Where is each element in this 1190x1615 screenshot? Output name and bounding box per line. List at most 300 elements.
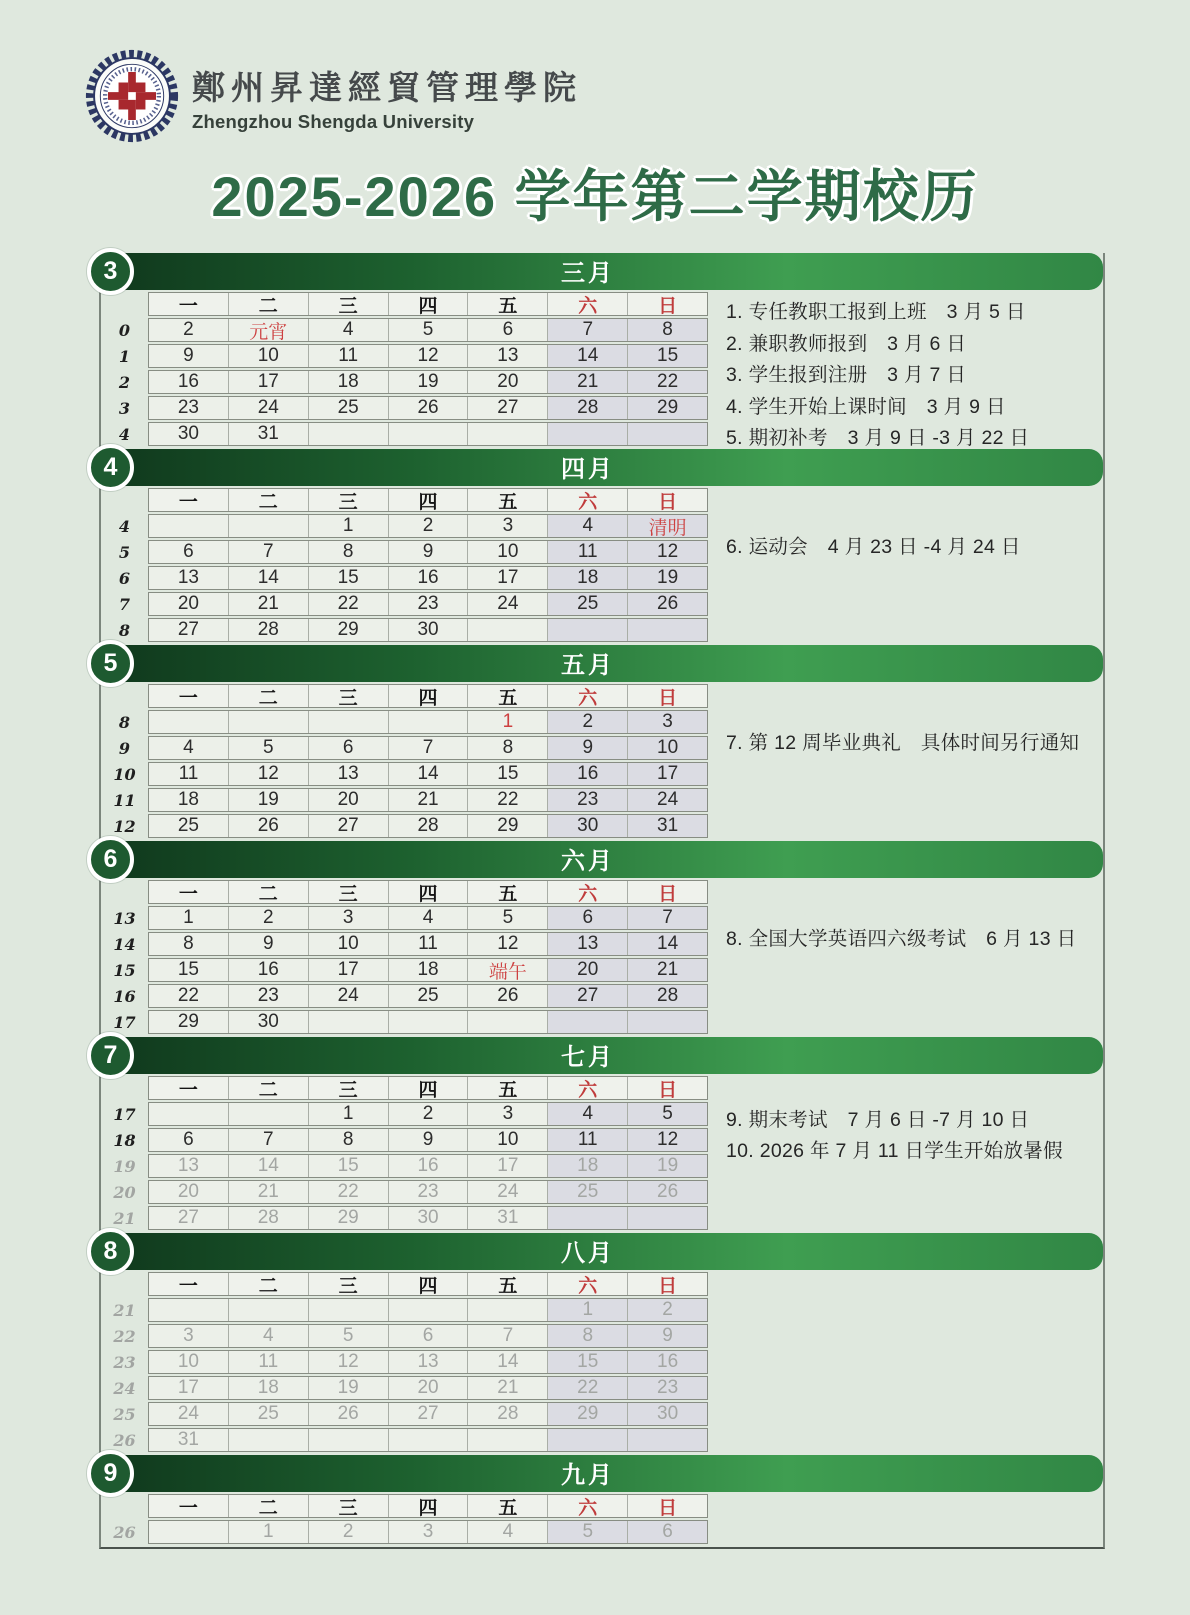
weekday-header-cell: 六 — [547, 881, 627, 903]
day-cell: 4 — [308, 319, 388, 341]
day-cell — [547, 1011, 627, 1033]
day-cell: 31 — [177, 1429, 199, 1450]
month-header-bar — [103, 1037, 1103, 1074]
day-cell: 18 — [308, 371, 388, 393]
day-cell — [547, 1207, 627, 1229]
day-cell: 3 — [627, 711, 707, 733]
month-name-label: 七月 — [561, 1043, 615, 1071]
day-cell: 23 — [177, 397, 199, 418]
day-cell: 26 — [228, 815, 308, 837]
day-cell: 23 — [627, 1377, 707, 1399]
day-cell: 13 — [547, 933, 627, 955]
day-cell: 31 — [627, 815, 707, 837]
day-cell: 18 — [228, 1377, 308, 1399]
day-cell — [627, 423, 707, 445]
week-number-spacer — [101, 684, 148, 708]
week-number: 25 — [113, 1404, 136, 1424]
month-body — [101, 290, 1103, 448]
week-number: 9 — [118, 738, 131, 758]
day-cell: 30 — [228, 1011, 308, 1033]
calendar-grid — [148, 1494, 708, 1546]
day-cell: 30 — [627, 1403, 707, 1425]
weekday-header-cell: 五 — [467, 881, 547, 903]
month-number-badge: 4 — [87, 444, 134, 491]
month-header-bar — [103, 1455, 1103, 1492]
day-cell: 21 — [467, 1377, 547, 1399]
day-cell: 1 — [228, 1521, 308, 1543]
day-cell: 24 — [467, 593, 547, 615]
day-cell: 12 — [627, 541, 707, 563]
weekday-header-cell: 日 — [627, 293, 707, 315]
day-cell: 8 — [183, 933, 194, 954]
day-cell — [627, 1429, 707, 1451]
note-line: 4. 学生开始上课时间 3 月 9 日 — [726, 395, 1006, 418]
weekday-header-cell: 四 — [388, 1273, 468, 1295]
week-number: 23 — [113, 1352, 136, 1372]
calendar-week-row — [148, 1206, 708, 1230]
month-name-label: 六月 — [561, 847, 615, 875]
day-cell: 18 — [177, 789, 199, 810]
day-cell: 2 — [627, 1299, 707, 1321]
day-cell: 13 — [177, 567, 199, 588]
day-cell: 11 — [308, 345, 388, 367]
month-block-8 — [101, 1233, 1103, 1454]
day-cell: 8 — [308, 541, 388, 563]
month-notes — [726, 1076, 1095, 1232]
day-cell: 17 — [177, 1377, 199, 1398]
day-cell: 21 — [228, 593, 308, 615]
day-cell: 22 — [308, 593, 388, 615]
weekday-header-cell: 四 — [388, 881, 468, 903]
day-cell: 31 — [228, 423, 308, 445]
day-cell: 20 — [547, 959, 627, 981]
day-cell — [627, 1207, 707, 1229]
day-cell: 9 — [388, 541, 468, 563]
calendar-week-row — [148, 540, 708, 564]
day-cell: 10 — [228, 345, 308, 367]
calendar-week-row — [148, 762, 708, 786]
day-cell: 24 — [308, 985, 388, 1007]
day-cell: 28 — [388, 815, 468, 837]
week-number-column — [101, 1272, 148, 1454]
calendar-week-row — [148, 344, 708, 368]
weekday-header-cell: 二 — [228, 293, 308, 315]
calendar-week-row — [148, 396, 708, 420]
weekday-header-cell: 六 — [547, 1495, 627, 1517]
weekday-header-row — [148, 684, 708, 708]
month-header-bar — [103, 841, 1103, 878]
month-notes — [726, 488, 1095, 644]
week-number: 26 — [113, 1430, 136, 1450]
calendar-week-row — [148, 514, 708, 538]
day-cell: 21 — [627, 959, 707, 981]
day-cell: 17 — [467, 1155, 547, 1177]
day-cell: 清明 — [627, 515, 707, 537]
weekday-header-cell: 三 — [308, 1495, 388, 1517]
calendar-week-row — [148, 1154, 708, 1178]
day-cell: 10 — [177, 1351, 199, 1372]
calendar-week-row — [148, 788, 708, 812]
day-cell — [388, 1011, 468, 1033]
day-cell: 13 — [308, 763, 388, 785]
week-number: 15 — [113, 960, 136, 980]
weekday-header-cell: 二 — [228, 685, 308, 707]
day-cell: 23 — [388, 593, 468, 615]
week-number: 16 — [113, 986, 136, 1006]
day-cell: 15 — [177, 959, 199, 980]
day-cell: 4 — [467, 1521, 547, 1543]
day-cell: 25 — [228, 1403, 308, 1425]
day-cell: 8 — [308, 1129, 388, 1151]
day-cell: 6 — [547, 907, 627, 929]
day-cell: 14 — [228, 1155, 308, 1177]
day-cell: 29 — [177, 1011, 199, 1032]
day-cell: 1 — [467, 711, 547, 733]
weekday-header-cell: 五 — [467, 1495, 547, 1517]
day-cell: 20 — [308, 789, 388, 811]
weekday-header-cell: 三 — [308, 685, 388, 707]
week-number: 13 — [113, 908, 136, 928]
week-number: 17 — [113, 1012, 136, 1032]
week-number: 18 — [113, 1130, 136, 1150]
week-number-column — [101, 1494, 148, 1546]
month-block-5 — [101, 645, 1103, 840]
day-cell: 7 — [467, 1325, 547, 1347]
day-cell: 26 — [627, 1181, 707, 1203]
note-line: 10. 2026 年 7 月 11 日学生开始放暑假 — [726, 1140, 1063, 1162]
day-cell: 28 — [228, 619, 308, 641]
month-block-7 — [101, 1037, 1103, 1232]
week-number-column — [101, 292, 148, 448]
day-cell: 7 — [547, 319, 627, 341]
day-cell: 25 — [308, 397, 388, 419]
day-cell: 27 — [308, 815, 388, 837]
calendar-week-row — [148, 318, 708, 342]
day-cell: 14 — [547, 345, 627, 367]
week-number-column — [101, 488, 148, 644]
calendar-grid — [148, 488, 708, 644]
month-notes — [726, 684, 1095, 840]
note-line: 3. 学生报到注册 3 月 7 日 — [726, 364, 967, 386]
day-cell: 8 — [627, 319, 707, 341]
day-cell: 30 — [388, 619, 468, 641]
weekday-header-cell: 日 — [627, 1495, 707, 1517]
day-cell: 1 — [547, 1299, 627, 1321]
calendar-week-row — [148, 736, 708, 760]
day-cell: 13 — [177, 1155, 199, 1176]
day-cell: 22 — [547, 1377, 627, 1399]
month-body — [101, 1270, 1103, 1454]
weekday-header-cell: 一 — [149, 881, 228, 903]
week-number: 10 — [113, 764, 136, 784]
weekday-header-cell: 一 — [149, 293, 228, 315]
week-number-spacer — [101, 292, 148, 316]
day-cell: 24 — [467, 1181, 547, 1203]
month-number-badge: 5 — [87, 640, 134, 687]
day-cell: 2 — [388, 515, 468, 537]
day-cell: 14 — [228, 567, 308, 589]
day-cell: 11 — [178, 763, 199, 784]
week-number: 5 — [118, 542, 131, 562]
calendar-week-row — [148, 1520, 708, 1544]
weekday-header-cell: 五 — [467, 1077, 547, 1099]
day-cell: 25 — [547, 593, 627, 615]
day-cell: 12 — [388, 345, 468, 367]
weekday-header-cell: 一 — [149, 1077, 228, 1099]
calendar-week-row — [148, 906, 708, 930]
day-cell — [467, 619, 547, 641]
day-cell: 2 — [547, 711, 627, 733]
day-cell: 23 — [228, 985, 308, 1007]
weekday-header-cell: 五 — [467, 1273, 547, 1295]
day-cell: 3 — [388, 1521, 468, 1543]
day-cell: 16 — [627, 1351, 707, 1373]
note-line: 1. 专任教职工报到上班 3 月 5 日 — [726, 301, 1026, 323]
weekday-header-row — [148, 880, 708, 904]
day-cell: 16 — [388, 1155, 468, 1177]
month-name-label: 九月 — [561, 1461, 615, 1489]
day-cell: 27 — [177, 1207, 199, 1228]
day-cell — [149, 1299, 228, 1321]
week-number: 12 — [113, 816, 136, 836]
weekday-header-cell: 六 — [547, 489, 627, 511]
day-cell: 11 — [547, 541, 627, 563]
calendar-week-row — [148, 1102, 708, 1126]
day-cell: 4 — [547, 515, 627, 537]
month-name-label: 三月 — [561, 259, 615, 287]
week-number: 24 — [113, 1378, 136, 1398]
day-cell — [228, 1429, 308, 1451]
day-cell — [149, 1521, 228, 1543]
day-cell: 22 — [467, 789, 547, 811]
calendar-grid — [148, 880, 708, 1036]
week-number: 2 — [118, 372, 131, 392]
day-cell: 30 — [547, 815, 627, 837]
weekday-header-cell: 日 — [627, 685, 707, 707]
calendar-grid — [148, 292, 708, 448]
week-number-spacer — [101, 1272, 148, 1296]
calendar-week-row — [148, 1402, 708, 1426]
university-name-block — [192, 48, 582, 133]
day-cell: 27 — [177, 619, 199, 640]
day-cell: 20 — [467, 371, 547, 393]
day-cell: 27 — [388, 1403, 468, 1425]
calendar-week-row — [148, 1324, 708, 1348]
day-cell: 21 — [388, 789, 468, 811]
day-cell: 23 — [547, 789, 627, 811]
university-header — [84, 48, 582, 144]
weekday-header-cell: 日 — [627, 1273, 707, 1295]
day-cell — [308, 1299, 388, 1321]
day-cell — [467, 423, 547, 445]
day-cell: 16 — [228, 959, 308, 981]
day-cell: 15 — [308, 567, 388, 589]
weekday-header-cell: 二 — [228, 1077, 308, 1099]
day-cell: 5 — [388, 319, 468, 341]
day-cell: 8 — [547, 1325, 627, 1347]
day-cell: 28 — [547, 397, 627, 419]
note-line: 6. 运动会 4 月 23 日 -4 月 24 日 — [726, 536, 1021, 559]
day-cell: 23 — [388, 1181, 468, 1203]
day-cell: 5 — [467, 907, 547, 929]
weekday-header-cell: 三 — [308, 1273, 388, 1295]
calendar-week-row — [148, 710, 708, 734]
week-number-column — [101, 684, 148, 840]
day-cell: 13 — [388, 1351, 468, 1373]
weekday-header-row — [148, 1494, 708, 1518]
month-body — [101, 1492, 1103, 1546]
calendar-week-row — [148, 932, 708, 956]
weekday-header-cell: 六 — [547, 293, 627, 315]
day-cell: 19 — [308, 1377, 388, 1399]
day-cell: 3 — [467, 1103, 547, 1125]
month-notes — [726, 292, 1095, 448]
calendar-week-row — [148, 1180, 708, 1204]
university-name-en: Zhengzhou Shengda University — [192, 111, 475, 132]
month-number-badge: 3 — [87, 248, 134, 295]
week-number: 8 — [118, 712, 131, 732]
month-header-bar — [103, 1233, 1103, 1270]
weekday-header-cell: 日 — [627, 1077, 707, 1099]
day-cell: 22 — [627, 371, 707, 393]
day-cell: 29 — [308, 619, 388, 641]
day-cell — [388, 1299, 468, 1321]
day-cell: 元宵 — [228, 319, 308, 341]
week-number: 4 — [118, 424, 131, 444]
day-cell: 15 — [308, 1155, 388, 1177]
week-number: 19 — [113, 1156, 136, 1176]
weekday-header-cell: 四 — [388, 1495, 468, 1517]
day-cell — [467, 1299, 547, 1321]
day-cell: 28 — [228, 1207, 308, 1229]
day-cell: 19 — [228, 789, 308, 811]
day-cell — [467, 1429, 547, 1451]
month-number-badge: 7 — [87, 1032, 134, 1079]
month-body — [101, 878, 1103, 1036]
month-notes — [726, 880, 1095, 1036]
weekday-header-row — [148, 292, 708, 316]
week-number: 21 — [113, 1300, 136, 1320]
calendar-week-row — [148, 1350, 708, 1374]
day-cell: 22 — [308, 1181, 388, 1203]
week-number-spacer — [101, 488, 148, 512]
day-cell: 6 — [627, 1521, 707, 1543]
calendar-week-row — [148, 984, 708, 1008]
weekday-header-cell: 二 — [228, 1495, 308, 1517]
week-number: 26 — [113, 1522, 136, 1542]
calendar-week-row — [148, 1298, 708, 1322]
calendar-week-row — [148, 1376, 708, 1400]
day-cell: 12 — [627, 1129, 707, 1151]
week-number: 7 — [118, 594, 131, 614]
page-title: 2025-2026 学年第二学期校历 — [211, 165, 979, 228]
day-cell: 21 — [228, 1181, 308, 1203]
month-block-4 — [101, 449, 1103, 644]
month-number-badge: 9 — [87, 1450, 134, 1497]
day-cell: 端午 — [467, 959, 547, 981]
day-cell — [547, 1429, 627, 1451]
day-cell: 18 — [547, 1155, 627, 1177]
note-line: 2. 兼职教师报到 3 月 6 日 — [726, 332, 967, 355]
day-cell: 4 — [388, 907, 468, 929]
day-cell: 9 — [388, 1129, 468, 1151]
month-body — [101, 486, 1103, 644]
day-cell — [388, 1429, 468, 1451]
day-cell: 5 — [627, 1103, 707, 1125]
month-body — [101, 682, 1103, 840]
day-cell — [149, 1103, 228, 1125]
day-cell: 27 — [467, 397, 547, 419]
week-number-spacer — [101, 880, 148, 904]
day-cell: 4 — [228, 1325, 308, 1347]
weekday-header-cell: 三 — [308, 1077, 388, 1099]
day-cell: 11 — [547, 1129, 627, 1151]
university-seal-icon — [84, 48, 180, 144]
day-cell: 6 — [308, 737, 388, 759]
day-cell: 6 — [183, 541, 194, 562]
day-cell: 17 — [627, 763, 707, 785]
day-cell: 9 — [627, 1325, 707, 1347]
day-cell: 30 — [388, 1207, 468, 1229]
day-cell: 12 — [308, 1351, 388, 1373]
day-cell: 15 — [627, 345, 707, 367]
week-number: 4 — [118, 516, 131, 536]
day-cell: 17 — [228, 371, 308, 393]
week-number: 1 — [118, 346, 131, 366]
day-cell: 17 — [308, 959, 388, 981]
day-cell: 15 — [547, 1351, 627, 1373]
weekday-header-row — [148, 1076, 708, 1100]
calendar-week-row — [148, 1428, 708, 1452]
weekday-header-cell: 六 — [547, 1077, 627, 1099]
day-cell: 29 — [308, 1207, 388, 1229]
calendar-grid — [148, 1076, 708, 1232]
day-cell — [627, 619, 707, 641]
day-cell: 9 — [183, 345, 194, 366]
day-cell: 13 — [467, 345, 547, 367]
day-cell: 22 — [177, 985, 199, 1006]
day-cell: 7 — [388, 737, 468, 759]
month-header-bar — [103, 645, 1103, 682]
day-cell: 29 — [547, 1403, 627, 1425]
week-number: 21 — [113, 1208, 136, 1228]
month-notes — [726, 1272, 1095, 1454]
day-cell: 26 — [467, 985, 547, 1007]
weekday-header-cell: 四 — [388, 293, 468, 315]
day-cell: 20 — [388, 1377, 468, 1399]
weekday-header-cell: 三 — [308, 881, 388, 903]
day-cell: 24 — [228, 397, 308, 419]
day-cell: 6 — [467, 319, 547, 341]
day-cell — [467, 1011, 547, 1033]
day-cell: 29 — [627, 397, 707, 419]
month-number-badge: 6 — [87, 836, 134, 883]
weekday-header-cell: 一 — [149, 1273, 228, 1295]
day-cell — [308, 1429, 388, 1451]
day-cell: 20 — [177, 1181, 199, 1202]
day-cell — [149, 711, 228, 733]
week-number: 8 — [118, 620, 131, 640]
month-name-label: 八月 — [561, 1239, 615, 1267]
day-cell: 5 — [308, 1325, 388, 1347]
calendar-week-row — [148, 566, 708, 590]
weekday-header-cell: 六 — [547, 1273, 627, 1295]
day-cell: 9 — [228, 933, 308, 955]
week-number: 3 — [118, 398, 131, 418]
day-cell — [388, 423, 468, 445]
week-number: 14 — [113, 934, 136, 954]
weekday-header-cell: 三 — [308, 293, 388, 315]
